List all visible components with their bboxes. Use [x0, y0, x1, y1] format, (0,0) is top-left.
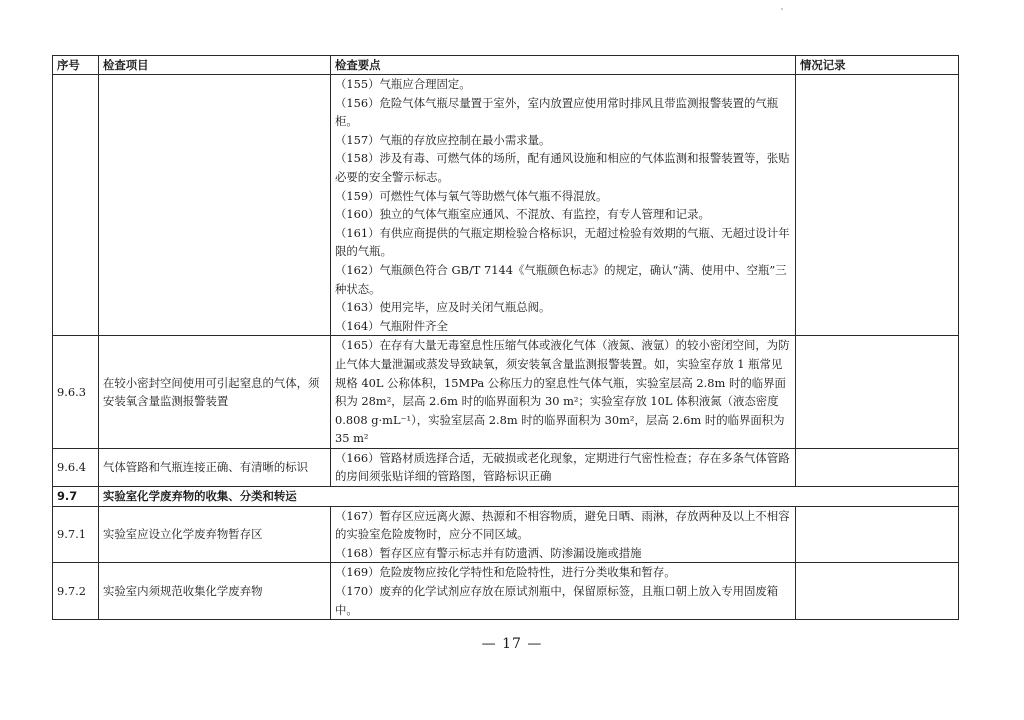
point-170: （170）废弃的化学试剂应存放在原试剂瓶中，保留原标签，且瓶口朝上放入专用固废箱中。 — [335, 584, 779, 617]
section-title: 实验室化学废弃物的收集、分类和转运 — [99, 487, 959, 507]
table-row — [53, 563, 959, 620]
point-168: （168）暂存区应有警示标志并有防遗洒、防渗漏设施或措施 — [335, 545, 642, 560]
row-points — [331, 75, 796, 336]
row-num: 9.6.4 — [53, 448, 99, 486]
row-num: 9.6.3 — [53, 336, 99, 449]
point-155: （155）气瓶应合理固定。 — [335, 77, 471, 91]
header-record: 情况记录 — [796, 56, 959, 75]
row-item: 气体管路和气瓶连接正确、有清晰的标识 — [99, 448, 331, 486]
point-165: （165）在存有大量无毒窒息性压缩气体或液化气体（液氮、液氩）的较小密闭空间，为防止气体大量泄漏或蒸发导致缺氧，须安装氧含量监测报警装置。如，实验室存放 1 瓶常见规格 40L 公称体积，15MPa 公称压力的窒息性气体气瓶，实验室层高 2.8m 时的临界面积为 28m²，层高 2.6m 时的临界面积为 30 m²；实验室存放 10L 体积液氮（液态密度 0.808 g·mL⁻¹），实验室层高 2.8m 时的临界面积为 30m²，层高 2.6m 时的临界面积为 35 m² — [335, 338, 790, 446]
header-num: 序号 — [53, 56, 99, 75]
point-169: （169）危险废物应按化学特性和危险特性，进行分类收集和暂存。 — [335, 565, 676, 580]
point-163: （163）使用完毕，应及时关闭气瓶总阀。 — [335, 300, 551, 315]
row-record — [796, 563, 959, 620]
point-157: （157）气瓶的存放应控制在最小需求量。 — [335, 132, 551, 147]
row-item: 实验室内须规范收集化学废弃物 — [99, 563, 331, 620]
point-160: （160）独立的气体气瓶室应通风、不混放、有监控，有专人管理和记录。 — [335, 207, 710, 222]
point-164: （164）气瓶附件齐全 — [335, 318, 448, 333]
point-167: （167）暂存区应远离火源、热源和不相容物质，避免日晒、雨淋，存放两种及以上不相容的实验室危险废物时，应分不同区域。 — [335, 508, 790, 542]
point-158: （158）涉及有毒、可燃气体的场所，配有通风设施和相应的气体监测和报警装置等，张贴必要的安全警示标志。 — [335, 151, 790, 184]
row-record — [796, 448, 959, 486]
table-row — [53, 506, 959, 563]
page-number: — 17 — — [481, 636, 543, 652]
row-item — [99, 75, 331, 336]
row-points — [331, 448, 796, 486]
row-record — [796, 336, 959, 449]
table-row — [53, 75, 959, 336]
point-159: （159）可燃性气体与氧气等助燃气体气瓶不得混放。 — [335, 188, 608, 203]
row-record — [796, 75, 959, 336]
point-162: （162）气瓶颜色符合 GB/T 7144《气瓶颜色标志》的规定，确认“满、使用中、空瓶”三种状态。 — [335, 262, 787, 296]
point-166: （166）管路材质选择合适，无破损或老化现象，定期进行气密性检查；存在多条气体管路的房间须张贴详细的管路图，管路标识正确 — [335, 450, 790, 484]
scan-speck — [781, 8, 783, 10]
table-header-row — [53, 56, 959, 75]
row-num: 9.7.2 — [53, 563, 99, 620]
point-161: （161）有供应商提供的气瓶定期检验合格标识，无超过检验有效期的气瓶、无超过设计年限的气瓶。 — [335, 225, 790, 259]
row-num — [53, 75, 99, 336]
table-row — [53, 448, 959, 486]
row-points — [331, 563, 796, 620]
section-num: 9.7 — [53, 487, 99, 507]
header-points: 检查要点 — [331, 56, 796, 75]
row-points — [331, 506, 796, 563]
inspection-table — [52, 55, 959, 620]
table-row — [53, 336, 959, 449]
row-points — [331, 336, 796, 449]
row-item: 在较小密封空间使用可引起窒息的气体，须安装氧含量监测报警装置 — [99, 336, 331, 449]
row-record — [796, 506, 959, 563]
header-item: 检查项目 — [99, 56, 331, 75]
row-num: 9.7.1 — [53, 506, 99, 563]
row-item: 实验室应设立化学废弃物暂存区 — [99, 506, 331, 563]
point-156: （156）危险气体气瓶尽量置于室外，室内放置应使用常时排风且带监测报警装置的气瓶柜。 — [335, 95, 779, 129]
section-row — [53, 487, 959, 507]
